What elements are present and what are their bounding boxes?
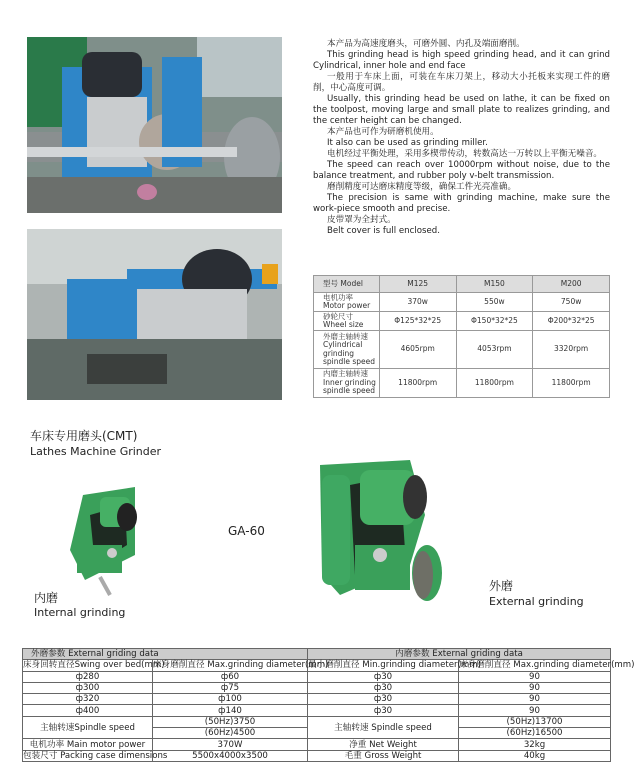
table-cell: (60Hz)16500 bbox=[459, 728, 611, 739]
table-row bbox=[23, 671, 611, 682]
table-cell: ф30 bbox=[308, 682, 459, 693]
desc-en-1: This grinding head is high speed grinding head, and it can grind Cylindrical, inner hole and end face bbox=[313, 50, 610, 71]
table-row bbox=[23, 739, 611, 750]
desc-cn-5: 磨削精度可达磨床精度等级，确保工件光亮准确。 bbox=[327, 182, 517, 192]
motor-power-label: 电机功率 Main motor power bbox=[23, 739, 153, 750]
spec-row-label: 外磨主轴转速 Cylindrical grinding spindle speed bbox=[314, 331, 380, 369]
table-cell: 90 bbox=[459, 694, 611, 705]
table-cell: ф300 bbox=[23, 682, 153, 693]
column-header: 床身磨削直径 Max.grinding diameter(mm) bbox=[153, 660, 329, 671]
spec-header-row bbox=[314, 276, 610, 293]
spec-row-label: 电机功率 Motor power bbox=[314, 293, 380, 312]
table-cell: (60Hz)4500 bbox=[153, 728, 308, 739]
desc-cn-2: 一般用于车床上面，可装在车床刀架上，移动大小托板来实现工件的磨削，中心高度可调。 bbox=[313, 72, 610, 93]
product-title-en: Lathes Machine Grinder bbox=[30, 445, 162, 458]
spindle-speed-label: 主轴转速Spindle speed bbox=[23, 716, 153, 739]
photo-2-illustration bbox=[27, 229, 282, 400]
spec-cell: 11800rpm bbox=[533, 369, 610, 398]
spec-row bbox=[314, 312, 610, 331]
table-row bbox=[23, 682, 611, 693]
desc-en-4: The speed can reach over 10000rpm without noise, due to the balance treatment, and rubber poly v-belt transmission. bbox=[313, 160, 610, 181]
external-label-en: External grinding bbox=[489, 595, 584, 608]
table-cell: ф320 bbox=[23, 694, 153, 705]
column-header: 床身回转直径Swing over bed(mm) bbox=[23, 660, 165, 671]
product-title-cn: 车床专用磨头(CMT) bbox=[30, 429, 138, 443]
table-cell: ф75 bbox=[153, 682, 308, 693]
model-spec-table bbox=[313, 275, 610, 398]
desc-cn-1: 本产品为高速度磨头，可磨外圆、内孔及端面磨削。 bbox=[327, 39, 525, 49]
spec-cell: 550w bbox=[456, 293, 533, 312]
internal-data-title: 内磨参数 External griding data bbox=[308, 649, 611, 660]
table-title-row bbox=[23, 649, 611, 660]
table-cell: ф30 bbox=[308, 705, 459, 716]
spec-row-label: 砂轮尺寸 Wheel size bbox=[314, 312, 380, 331]
internal-label-cn: 内磨 bbox=[34, 591, 59, 605]
spec-row bbox=[314, 369, 610, 398]
table-cell: (50Hz)13700 bbox=[459, 716, 611, 727]
external-data-title: 外磨参数 External griding data bbox=[23, 649, 308, 660]
spec-cell: 11800rpm bbox=[456, 369, 533, 398]
table-cell: ф100 bbox=[153, 694, 308, 705]
spec-cell: 4605rpm bbox=[379, 331, 456, 369]
desc-en-2: Usually, this grinding head be used on lathe, it can be fixed on the toolpost, moving large and small plate to realizes grinding, and the center height can be changed. bbox=[313, 94, 610, 126]
table-cell: 90 bbox=[459, 682, 611, 693]
gross-weight-value: 40kg bbox=[459, 750, 611, 761]
table-cell: (50Hz)3750 bbox=[153, 716, 308, 727]
column-header: 床身磨削直径 Max.grinding diameter(mm) bbox=[459, 660, 635, 671]
table-cell: ф280 bbox=[23, 671, 153, 682]
packing-value: 5500x4000x3500 bbox=[153, 750, 308, 761]
spec-cell: 370w bbox=[379, 293, 456, 312]
spec-cell: Φ150*32*25 bbox=[456, 312, 533, 331]
table-cell: 90 bbox=[459, 671, 611, 682]
gross-weight-label: 毛重 Gross Weight bbox=[308, 750, 459, 761]
internal-label-en: Internal grinding bbox=[34, 606, 126, 619]
photo-1-illustration bbox=[27, 37, 282, 213]
spec-header: M200 bbox=[533, 276, 610, 293]
spec-cell: 11800rpm bbox=[379, 369, 456, 398]
lathe-grinder-photo-2 bbox=[27, 229, 282, 400]
packing-label: 包装尺寸 Packing case dimensions bbox=[23, 750, 168, 761]
desc-en-5: The precision is same with grinding machine, make sure the work-piece smooth and precise. bbox=[313, 193, 610, 214]
motor-power-value: 370W bbox=[153, 739, 308, 750]
external-label-cn: 外磨 bbox=[489, 579, 514, 593]
desc-cn-6: 皮带罩为全封式。 bbox=[327, 215, 396, 225]
table-row bbox=[23, 750, 611, 761]
desc-en-3: It also can be used as grinding miller. bbox=[327, 138, 488, 148]
table-cell: ф30 bbox=[308, 671, 459, 682]
net-weight-label: 净重 Net Weight bbox=[308, 739, 459, 750]
product-description bbox=[313, 39, 610, 237]
table-cell: ф60 bbox=[153, 671, 308, 682]
spec-row-label: 内磨主轴转速 Inner grinding spindle speed bbox=[314, 369, 380, 398]
table-cell: 90 bbox=[459, 705, 611, 716]
model-label: GA-60 bbox=[228, 524, 265, 538]
spec-cell: Φ200*32*25 bbox=[533, 312, 610, 331]
internal-grinder-image bbox=[55, 485, 155, 595]
lathe-grinder-photo-1 bbox=[27, 37, 282, 213]
spec-header: M125 bbox=[379, 276, 456, 293]
table-row bbox=[23, 705, 611, 716]
net-weight-value: 32kg bbox=[459, 739, 611, 750]
spec-row bbox=[314, 331, 610, 369]
external-grinder-image bbox=[280, 455, 445, 605]
table-row bbox=[23, 694, 611, 705]
spec-cell: Φ125*32*25 bbox=[379, 312, 456, 331]
table-cell: ф30 bbox=[308, 694, 459, 705]
column-header: 最小磨削直径 Min.grinding diameter(mm) bbox=[308, 660, 481, 671]
table-cell: ф400 bbox=[23, 705, 153, 716]
spec-cell: 3320rpm bbox=[533, 331, 610, 369]
spec-header: M150 bbox=[456, 276, 533, 293]
spec-cell: 4053rpm bbox=[456, 331, 533, 369]
spindle-speed-label: 主轴转速 Spindle speed bbox=[308, 716, 459, 739]
griding-data-table bbox=[22, 648, 635, 762]
spec-row bbox=[314, 293, 610, 312]
spec-cell: 750w bbox=[533, 293, 610, 312]
desc-en-6: Belt cover is full enclosed. bbox=[327, 226, 440, 236]
desc-cn-3: 本产品也可作为研磨机使用。 bbox=[327, 127, 439, 137]
spindle-speed-row bbox=[23, 716, 611, 727]
table-cell: ф140 bbox=[153, 705, 308, 716]
table-header-row bbox=[23, 660, 611, 671]
spec-header: 型号 Model bbox=[314, 276, 380, 293]
desc-cn-4: 电机经过平衡处理，采用多楔带传动，转数高达一万转以上平衡无噪音。 bbox=[327, 149, 603, 159]
